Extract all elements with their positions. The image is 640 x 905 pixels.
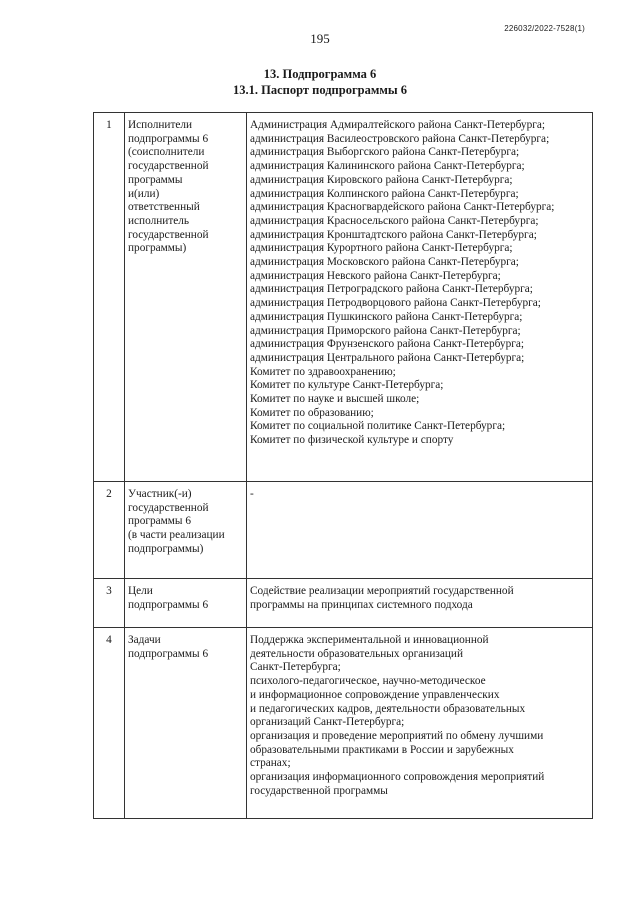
list-item: Комитет по социальной политике Санкт-Петербурга; bbox=[250, 420, 506, 433]
document-id: 226032/2022-7528(1) bbox=[504, 24, 585, 33]
list-item: администрация Колпинского района Санкт-Петербурга; bbox=[250, 187, 519, 200]
list-item: администрация Центрального района Санкт-Петербурга; bbox=[250, 351, 525, 364]
list-item: Комитет по науке и высшей школе; bbox=[250, 393, 420, 406]
list-item: администрация Кировского района Санкт-Петербурга; bbox=[250, 173, 513, 186]
row-number: 4 bbox=[94, 628, 125, 819]
list-item: администрация Выборгского района Санкт-Петербурга; bbox=[250, 146, 520, 159]
list-item: администрация Пушкинского района Санкт-Петербурга; bbox=[250, 310, 523, 323]
row-number: 2 bbox=[94, 482, 125, 579]
list-item: администрация Кронштадтского района Санкт-Петербурга; bbox=[250, 228, 537, 241]
list-item: администрация Василеостровского района Санкт-Петербурга; bbox=[250, 132, 550, 145]
row-label: Участник(-и) государственной программы 6 (в части реализации подпрограммы) bbox=[125, 482, 247, 579]
executors-list bbox=[247, 113, 593, 482]
table-row bbox=[94, 113, 593, 482]
list-item: администрация Московского района Санкт-Петербурга; bbox=[250, 256, 519, 269]
table-row bbox=[94, 579, 593, 628]
row-value: Поддержка экспериментальной и инновационной деятельности образовательных организаций Санкт-Петербурга; психолого-педагогическое, научно-методическое и информационное сопровождение управленческих и педагогических кадров, деятельности образовательных организаций Санкт-Петербурга; организация и проведение мероприятий по обмену лучшими образовательными практиками в России и зарубежных странах; организация информационного сопровождения мероприятий государственной программы bbox=[247, 628, 593, 819]
passport-table bbox=[93, 112, 593, 819]
table-row bbox=[94, 482, 593, 579]
list-item: Администрация Адмиралтейского района Санкт-Петербурга; bbox=[250, 119, 545, 131]
list-item: администрация Красногвардейского района Санкт-Петербурга; bbox=[250, 201, 555, 214]
row-value: Содействие реализации мероприятий государственной программы на принципах системного подхода bbox=[247, 579, 593, 628]
subprogram-title: 13. Подпрограмма 6 bbox=[263, 67, 377, 81]
row-label: Цели подпрограммы 6 bbox=[125, 579, 247, 628]
row-number: 3 bbox=[94, 579, 125, 628]
list-item: администрация Калининского района Санкт-Петербурга; bbox=[250, 160, 525, 173]
list-item: администрация Красносельского района Санкт-Петербурга; bbox=[250, 214, 539, 227]
page-number: 195 bbox=[310, 31, 330, 46]
list-item: Комитет по физической культуре и спорту bbox=[250, 434, 454, 447]
passport-title: 13.1. Паспорт подпрограммы 6 bbox=[232, 83, 407, 97]
row-number: 1 bbox=[94, 113, 125, 482]
row-label: Задачи подпрограммы 6 bbox=[125, 628, 247, 819]
list-item: администрация Петродворцового района Санкт-Петербурга; bbox=[250, 297, 541, 310]
list-item: Комитет по здравоохранению; bbox=[250, 365, 396, 378]
list-item: администрация Невского района Санкт-Петербурга; bbox=[250, 269, 501, 282]
list-item: Комитет по образованию; bbox=[250, 406, 374, 419]
table-row bbox=[94, 628, 593, 819]
row-label: Исполнители подпрограммы 6 (соисполнители государственной программы и(или) ответственный исполнитель государственной программы) bbox=[125, 113, 247, 482]
list-item: администрация Петроградского района Санкт-Петербурга; bbox=[250, 283, 533, 296]
list-item: администрация Курортного района Санкт-Петербурга; bbox=[250, 242, 513, 255]
list-item: администрация Фрунзенского района Санкт-Петербурга; bbox=[250, 338, 524, 351]
row-value: - bbox=[247, 482, 593, 579]
list-item: администрация Приморского района Санкт-Петербурга; bbox=[250, 324, 521, 337]
list-item: Комитет по культуре Санкт-Петербурга; bbox=[250, 379, 444, 392]
